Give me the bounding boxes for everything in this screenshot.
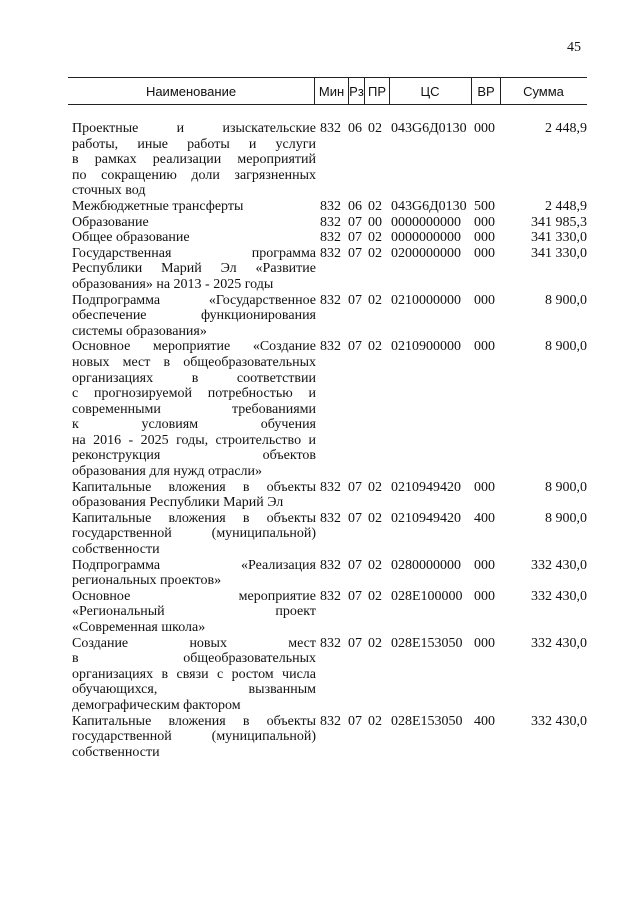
row-cs: 0000000000: [391, 214, 461, 230]
row-vr: 000: [474, 479, 495, 495]
row-name-line: новых мест в общеобразовательных: [72, 354, 316, 370]
header-top-rule: [68, 77, 587, 78]
row-min: 832: [320, 245, 341, 261]
header-min: Мин: [318, 84, 345, 99]
table-row: [72, 636, 587, 714]
row-rz: 07: [348, 339, 362, 355]
row-name-line: образования для нужд отрасли»: [72, 464, 263, 480]
row-name-line: Основное мероприятие: [72, 588, 316, 604]
row-name-line: Общее образование: [72, 230, 190, 246]
row-vr: 000: [474, 230, 495, 246]
row-min: 832: [320, 479, 341, 495]
row-vr: 400: [474, 510, 495, 526]
row-rz: 07: [348, 292, 362, 308]
table-row: [72, 199, 587, 215]
row-min: 832: [320, 635, 341, 651]
row-pr: 02: [368, 713, 382, 729]
row-cs: 0280000000: [391, 557, 461, 573]
row-sum: 2 448,9: [545, 121, 587, 136]
row-cs: 043G6Д0130: [391, 198, 467, 214]
row-pr: 02: [368, 557, 382, 573]
row-min: 832: [320, 339, 341, 355]
row-vr: 400: [474, 713, 495, 729]
row-name-line: сточных вод: [72, 183, 146, 199]
row-name-line: Подпрограмма «Государственное: [72, 292, 316, 308]
row-min: 832: [320, 557, 341, 573]
row-vr: 000: [474, 635, 495, 651]
table-row: [72, 246, 587, 293]
row-name-line: обучающихся, вызванным: [72, 682, 316, 698]
row-min: 832: [320, 198, 341, 214]
row-pr: 02: [368, 230, 382, 246]
row-name-line: работы, иные работы и услуги: [72, 136, 316, 152]
row-name-line: Государственная программа: [72, 245, 316, 261]
row-name-line: по сокращению доли загрязненных: [72, 167, 316, 183]
row-sum: 8 900,0: [545, 339, 587, 355]
header-name: Наименование: [145, 84, 237, 99]
row-cs: 0210949420: [391, 510, 461, 526]
row-name-line: собственности: [72, 744, 160, 760]
table-row: [72, 121, 587, 199]
row-name-line: современными требованиями: [72, 401, 316, 417]
row-vr: 000: [474, 339, 495, 355]
row-name: [72, 293, 316, 340]
row-name-line: Создание новых мест: [72, 635, 316, 651]
row-min: 832: [320, 121, 341, 136]
row-name-line: на 2016 - 2025 годы, строительство и: [72, 432, 316, 448]
row-sum: 8 900,0: [545, 292, 587, 308]
table-row: [72, 293, 587, 340]
row-name-line: с прогнозируемой потребностью и: [72, 386, 316, 402]
row-rz: 07: [348, 635, 362, 651]
row-cs: 028E153050: [391, 713, 463, 729]
row-min: 832: [320, 588, 341, 604]
row-name: [72, 636, 316, 714]
row-rz: 07: [348, 479, 362, 495]
row-pr: 02: [368, 292, 382, 308]
row-name: [72, 480, 316, 511]
row-cs: 0210949420: [391, 479, 461, 495]
row-cs: 028E100000: [391, 588, 463, 604]
row-pr: 02: [368, 588, 382, 604]
row-name: [72, 339, 316, 479]
row-name: [72, 714, 316, 761]
table-row: [72, 339, 587, 479]
row-rz: 06: [348, 121, 362, 136]
table-row: [72, 589, 587, 636]
row-vr: 000: [474, 557, 495, 573]
header-vr: ВР: [477, 84, 495, 99]
row-name-line: собственности: [72, 542, 160, 558]
row-pr: 02: [368, 479, 382, 495]
row-name-line: Подпрограмма «Реализация: [72, 557, 316, 573]
row-name-line: в рамках реализации мероприятий: [72, 152, 316, 168]
row-sum: 8 900,0: [545, 479, 587, 495]
row-name-line: реконструкция объектов: [72, 448, 316, 464]
row-name-line: Образование: [72, 214, 149, 230]
row-name-line: государственной (муниципальной): [72, 729, 316, 745]
table-row: [72, 511, 587, 558]
row-name-line: к условиям обучения: [72, 417, 316, 433]
row-min: 832: [320, 292, 341, 308]
row-name-line: образования» на 2013 - 2025 годы: [72, 276, 274, 292]
row-name: [72, 246, 316, 293]
row-sum: 341 330,0: [531, 245, 587, 261]
row-rz: 07: [348, 510, 362, 526]
header-pr: ПР: [367, 84, 386, 99]
row-sum: 332 430,0: [531, 557, 587, 573]
row-name-line: «Региональный проект: [72, 604, 316, 620]
row-sum: 2 448,9: [545, 198, 587, 214]
row-name-line: Капитальные вложения в объекты: [72, 510, 316, 526]
row-cs: 0210900000: [391, 339, 461, 355]
row-name-line: системы образования»: [72, 323, 207, 339]
row-name: [72, 215, 316, 231]
row-name-line: организациях в связи с ростом числа: [72, 666, 316, 682]
row-min: 832: [320, 510, 341, 526]
page-number: 45: [567, 40, 581, 55]
row-rz: 07: [348, 588, 362, 604]
row-name: [72, 511, 316, 558]
row-min: 832: [320, 214, 341, 230]
header-bottom-rule: [68, 104, 587, 105]
row-cs: 0200000000: [391, 245, 461, 261]
row-vr: 500: [474, 198, 495, 214]
row-rz: 06: [348, 198, 362, 214]
row-pr: 02: [368, 121, 382, 136]
row-sum: 8 900,0: [545, 510, 587, 526]
row-name-line: Основное мероприятие «Создание: [72, 339, 316, 355]
row-rz: 07: [348, 230, 362, 246]
row-pr: 02: [368, 245, 382, 261]
row-name-line: организациях в соответствии: [72, 370, 316, 386]
row-name-line: в общеобразовательных: [72, 651, 316, 667]
row-name: [72, 558, 316, 589]
row-name-line: демографическим фактором: [72, 697, 241, 713]
row-sum: 332 430,0: [531, 713, 587, 729]
row-sum: 341 985,3: [531, 214, 587, 230]
row-name: [72, 199, 316, 215]
budget-table: [72, 121, 587, 760]
row-vr: 000: [474, 121, 495, 136]
row-pr: 02: [368, 198, 382, 214]
row-vr: 000: [474, 588, 495, 604]
header-sum: Сумма: [523, 84, 564, 99]
row-pr: 02: [368, 510, 382, 526]
table-row: [72, 230, 587, 246]
row-pr: 02: [368, 339, 382, 355]
row-sum: 332 430,0: [531, 588, 587, 604]
row-name-line: «Современная школа»: [72, 620, 206, 635]
row-name: [72, 230, 316, 246]
row-name: [72, 589, 316, 636]
row-pr: 00: [368, 214, 382, 230]
row-name-line: обеспечение функционирования: [72, 308, 316, 324]
row-name-line: государственной (муниципальной): [72, 526, 316, 542]
header-rz: Рз: [349, 84, 364, 99]
row-cs: 0000000000: [391, 230, 461, 246]
row-name-line: Республики Марий Эл «Развитие: [72, 261, 316, 277]
row-vr: 000: [474, 292, 495, 308]
row-name: [72, 121, 316, 199]
row-name-line: Межбюджетные трансферты: [72, 198, 244, 214]
row-cs: 0210000000: [391, 292, 461, 308]
row-name-line: региональных проектов»: [72, 573, 222, 589]
table-row: [72, 714, 587, 761]
row-sum: 332 430,0: [531, 635, 587, 651]
row-min: 832: [320, 230, 341, 246]
row-name-line: Капитальные вложения в объекты: [72, 713, 316, 729]
row-rz: 07: [348, 214, 362, 230]
table-row: [72, 215, 587, 231]
table-row: [72, 558, 587, 589]
row-pr: 02: [368, 635, 382, 651]
table-row: [72, 480, 587, 511]
row-vr: 000: [474, 214, 495, 230]
row-rz: 07: [348, 713, 362, 729]
row-vr: 000: [474, 245, 495, 261]
row-name-line: Капитальные вложения в объекты: [72, 479, 316, 495]
row-rz: 07: [348, 557, 362, 573]
row-cs: 028E153050: [391, 635, 463, 651]
row-sum: 341 330,0: [531, 230, 587, 246]
row-rz: 07: [348, 245, 362, 261]
row-name-line: образования Республики Марий Эл: [72, 495, 284, 511]
row-name-line: Проектные и изыскательские: [72, 121, 316, 136]
row-cs: 043G6Д0130: [391, 121, 467, 136]
header-cs: ЦС: [420, 84, 440, 99]
row-min: 832: [320, 713, 341, 729]
